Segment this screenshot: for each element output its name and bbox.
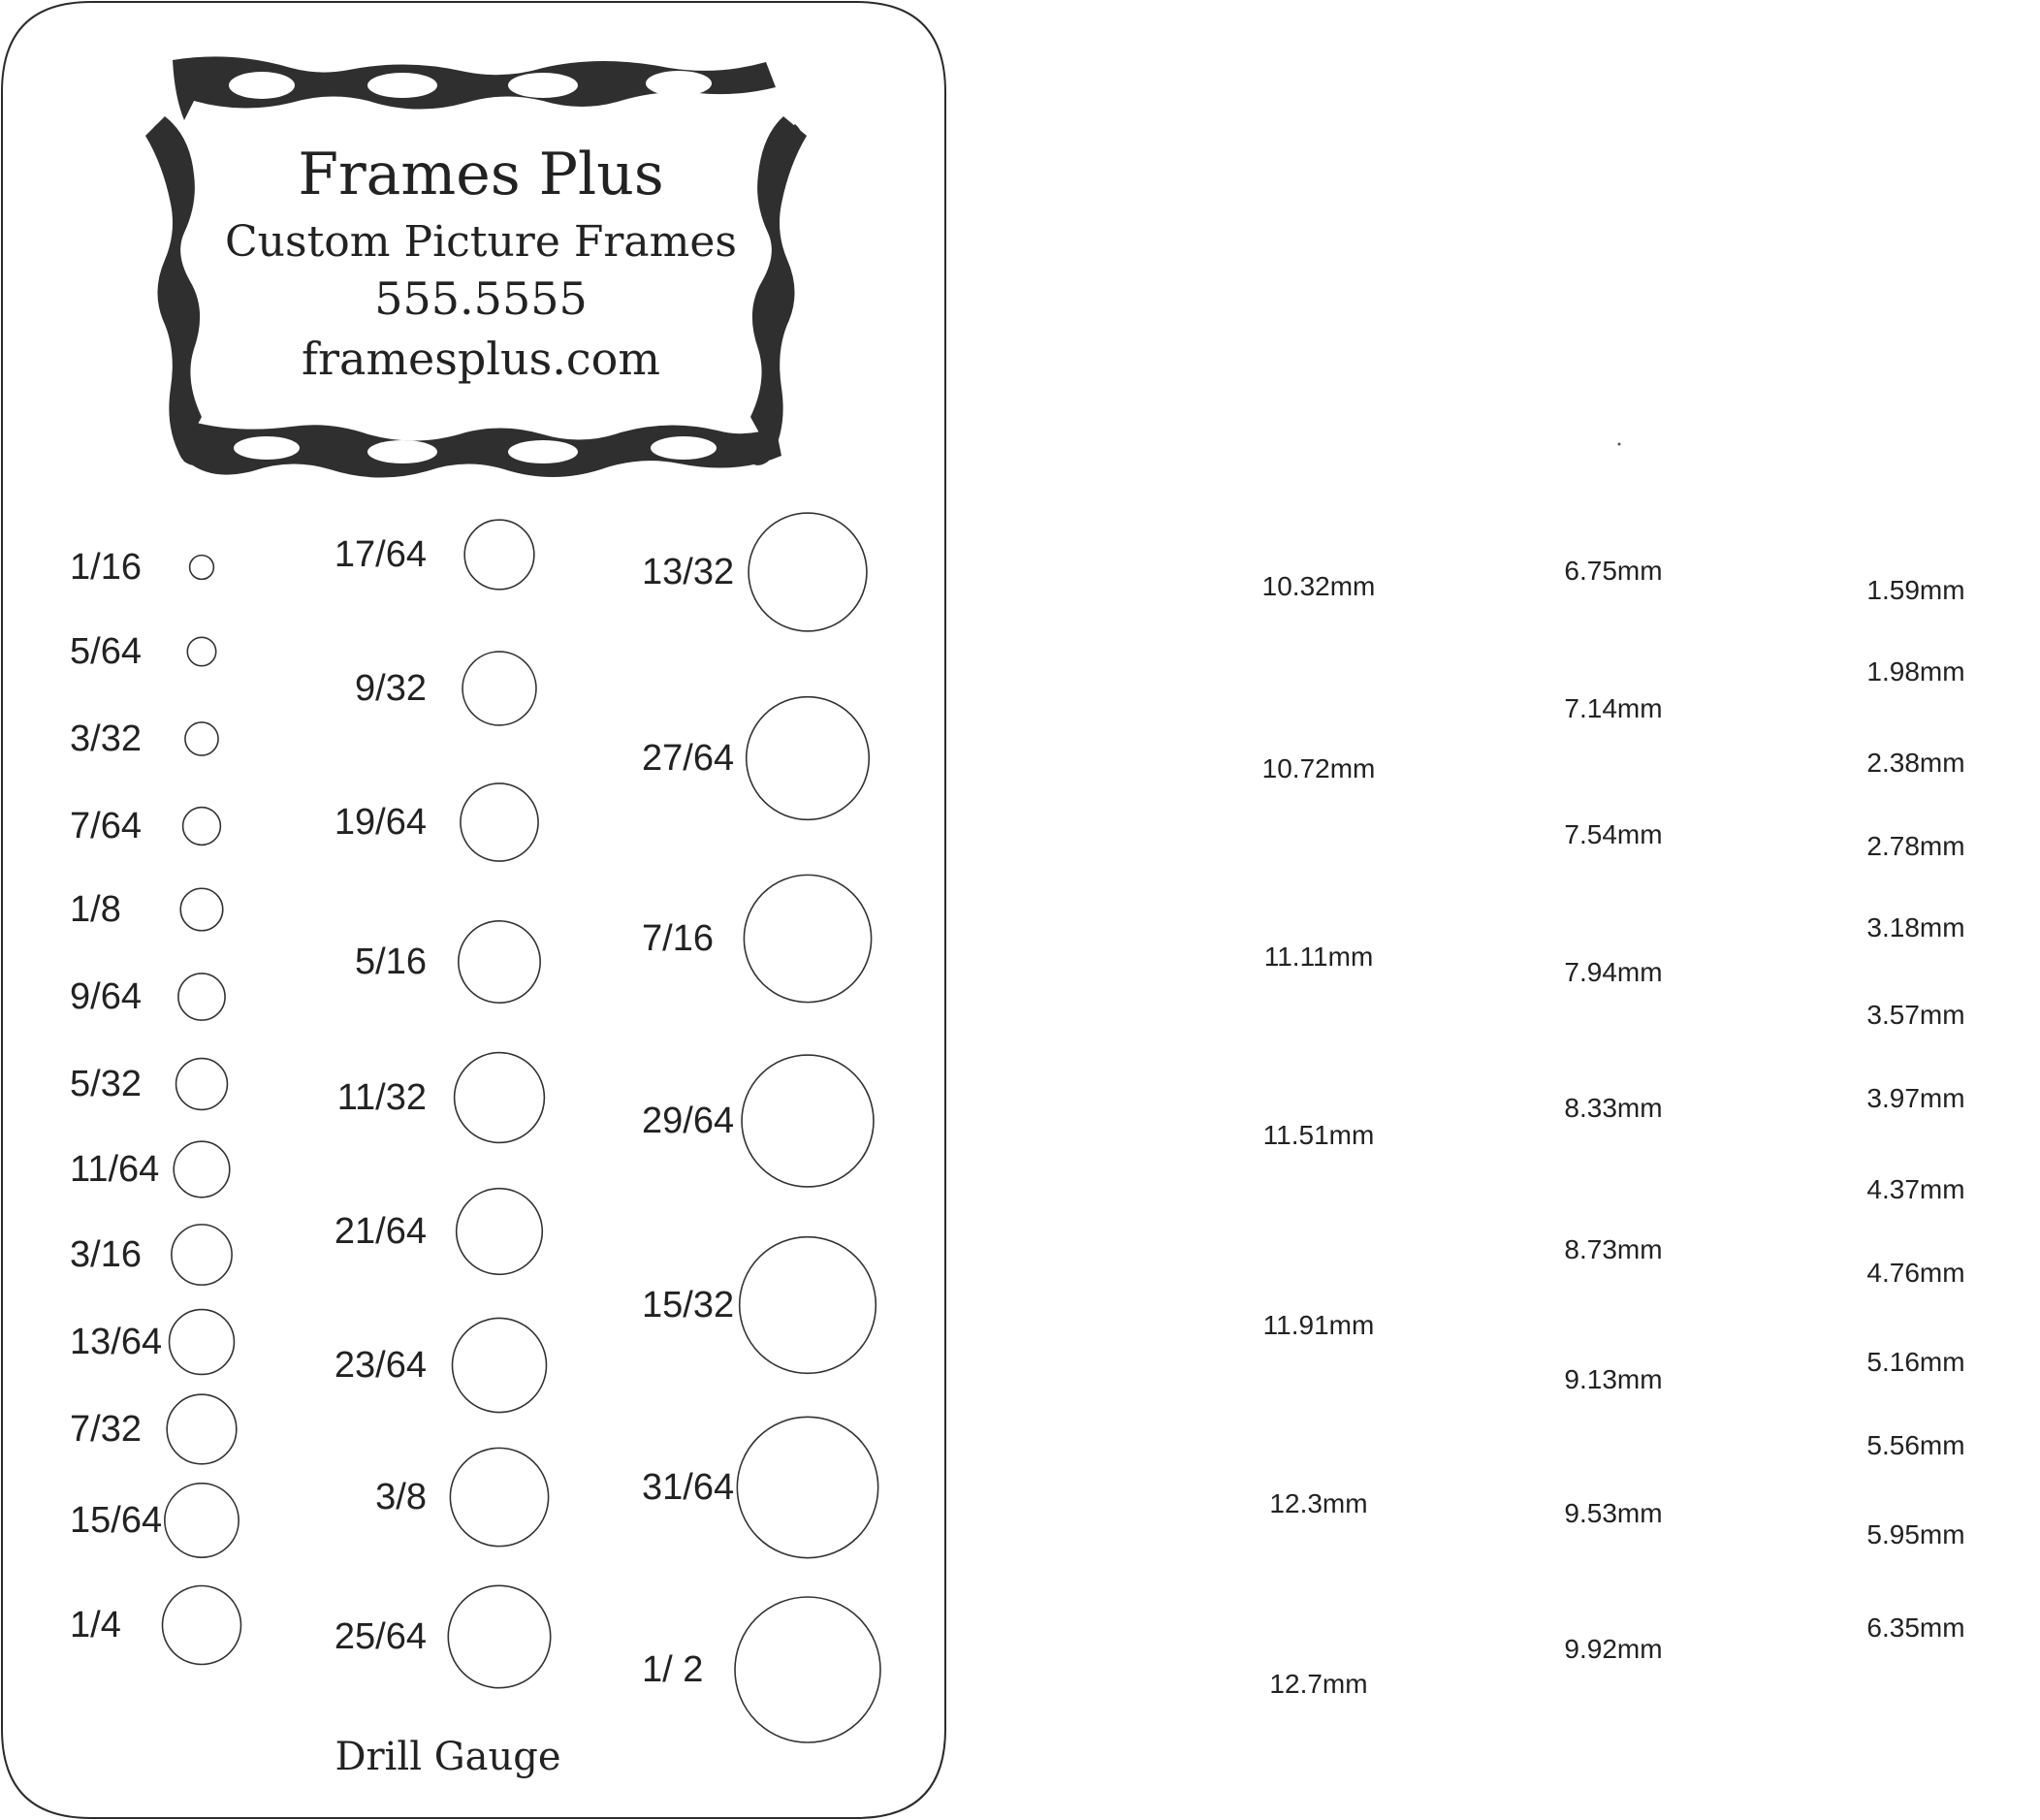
metric-label: 11.11mm (1263, 942, 1374, 972)
metric-label: 5.16mm (1866, 1347, 1965, 1377)
metric-label: 2.38mm (1866, 748, 1965, 778)
metric-label: 11.91mm (1262, 1310, 1375, 1340)
drill-hole (167, 1394, 237, 1464)
gauge-column-small (70, 547, 241, 1665)
drill-hole (457, 1189, 543, 1275)
fraction-label: 5/32 (70, 1064, 142, 1104)
metric-label: 3.97mm (1866, 1083, 1965, 1113)
fraction-label: 5/16 (355, 942, 427, 982)
fraction-label: 17/64 (334, 534, 427, 575)
fraction-label: 25/64 (334, 1616, 427, 1657)
metric-label: 3.57mm (1866, 1000, 1965, 1030)
metric-label: 12.7mm (1269, 1669, 1368, 1699)
fraction-label: 13/64 (70, 1322, 163, 1362)
metric-label: 6.75mm (1564, 556, 1663, 586)
drill-hole (464, 520, 534, 590)
fraction-label: 1/4 (70, 1605, 121, 1645)
drill-hole (187, 637, 215, 665)
drill-hole (735, 1597, 880, 1742)
metric-label: 4.37mm (1866, 1174, 1965, 1204)
drill-hole (448, 1585, 550, 1687)
drill-hole (742, 1055, 874, 1187)
metric-label: 9.13mm (1564, 1364, 1663, 1394)
brand-phone: 555.5555 (374, 272, 588, 325)
drill-hole (163, 1586, 241, 1665)
metric-label: 2.78mm (1866, 831, 1965, 861)
fraction-label: 23/64 (334, 1345, 427, 1386)
drill-hole (172, 1225, 232, 1285)
drill-hole (459, 921, 540, 1003)
drill-hole (740, 1237, 877, 1374)
gauge-column-large (642, 513, 880, 1742)
metric-label: 7.14mm (1564, 693, 1663, 723)
drill-hole (455, 1053, 545, 1143)
fraction-label: 31/64 (642, 1467, 735, 1508)
drill-gauge-label: Drill Gauge (335, 1735, 561, 1779)
metric-column-small (1866, 575, 1964, 1643)
metric-label: 3.18mm (1866, 912, 1965, 942)
fraction-label: 13/32 (642, 552, 735, 592)
fraction-label: 3/8 (375, 1477, 427, 1517)
metric-column-large (1262, 571, 1376, 1699)
fraction-label: 9/64 (70, 976, 142, 1017)
brand-name: Frames Plus (298, 141, 664, 208)
fraction-label: 1/ 2 (642, 1649, 704, 1690)
metric-label: 10.32mm (1261, 571, 1376, 601)
drill-hole (749, 513, 867, 631)
fraction-label: 1/16 (70, 547, 142, 588)
metric-label: 7.54mm (1564, 819, 1663, 849)
brand-tagline: Custom Picture Frames (225, 217, 737, 267)
fraction-label: 7/32 (70, 1409, 142, 1450)
drill-hole (450, 1448, 548, 1546)
drill-hole (744, 875, 871, 1002)
metric-label: 4.76mm (1866, 1258, 1965, 1288)
drill-hole (452, 1318, 546, 1412)
brand-website: framesplus.com (302, 333, 660, 385)
metric-label: 9.53mm (1564, 1498, 1663, 1528)
drill-hole (180, 888, 223, 931)
fraction-label: 29/64 (642, 1101, 735, 1141)
fraction-label: 3/32 (70, 718, 142, 759)
gauge-column-medium (335, 520, 551, 1688)
drill-hole (462, 652, 536, 725)
drill-hole (747, 697, 870, 820)
fraction-label: 7/16 (642, 918, 714, 959)
metric-label: 1.98mm (1866, 656, 1965, 686)
metric-label: 9.92mm (1564, 1634, 1663, 1664)
fraction-label: 9/32 (355, 668, 427, 709)
fraction-label: 1/8 (70, 889, 121, 930)
fraction-label: 11/64 (70, 1149, 160, 1190)
metric-label: 5.56mm (1866, 1430, 1965, 1460)
metric-column-medium (1564, 556, 1662, 1664)
fraction-label: 7/64 (70, 806, 142, 846)
metric-label: 6.35mm (1866, 1612, 1965, 1643)
metric-label: 8.33mm (1564, 1093, 1663, 1123)
metric-label: 7.94mm (1564, 957, 1663, 987)
drill-hole (190, 556, 214, 580)
metric-label: 10.72mm (1261, 753, 1376, 783)
fraction-label: 11/32 (336, 1077, 427, 1118)
drill-hole (178, 974, 225, 1020)
drill-hole (174, 1141, 230, 1197)
metric-label: 12.3mm (1269, 1488, 1368, 1518)
fraction-label: 15/32 (642, 1285, 735, 1325)
stray-dot (1618, 443, 1621, 446)
metric-label: 1.59mm (1866, 575, 1965, 605)
fraction-label: 27/64 (642, 738, 735, 779)
drill-hole (461, 783, 538, 861)
metric-label: 5.95mm (1866, 1519, 1965, 1549)
metric-label: 11.51mm (1262, 1120, 1375, 1150)
drill-hole (165, 1484, 239, 1557)
metric-label: 8.73mm (1564, 1234, 1663, 1264)
drill-hole (170, 1310, 235, 1375)
fraction-label: 15/64 (70, 1500, 163, 1541)
fraction-label: 3/16 (70, 1234, 142, 1275)
fraction-label: 21/64 (334, 1211, 427, 1252)
drill-hole (185, 722, 218, 755)
ornamental-frame-logo (145, 56, 807, 477)
fraction-label: 19/64 (334, 802, 427, 843)
drill-hole (183, 808, 221, 846)
drill-hole (737, 1417, 877, 1557)
fraction-label: 5/64 (70, 631, 142, 672)
drill-hole (176, 1059, 228, 1110)
